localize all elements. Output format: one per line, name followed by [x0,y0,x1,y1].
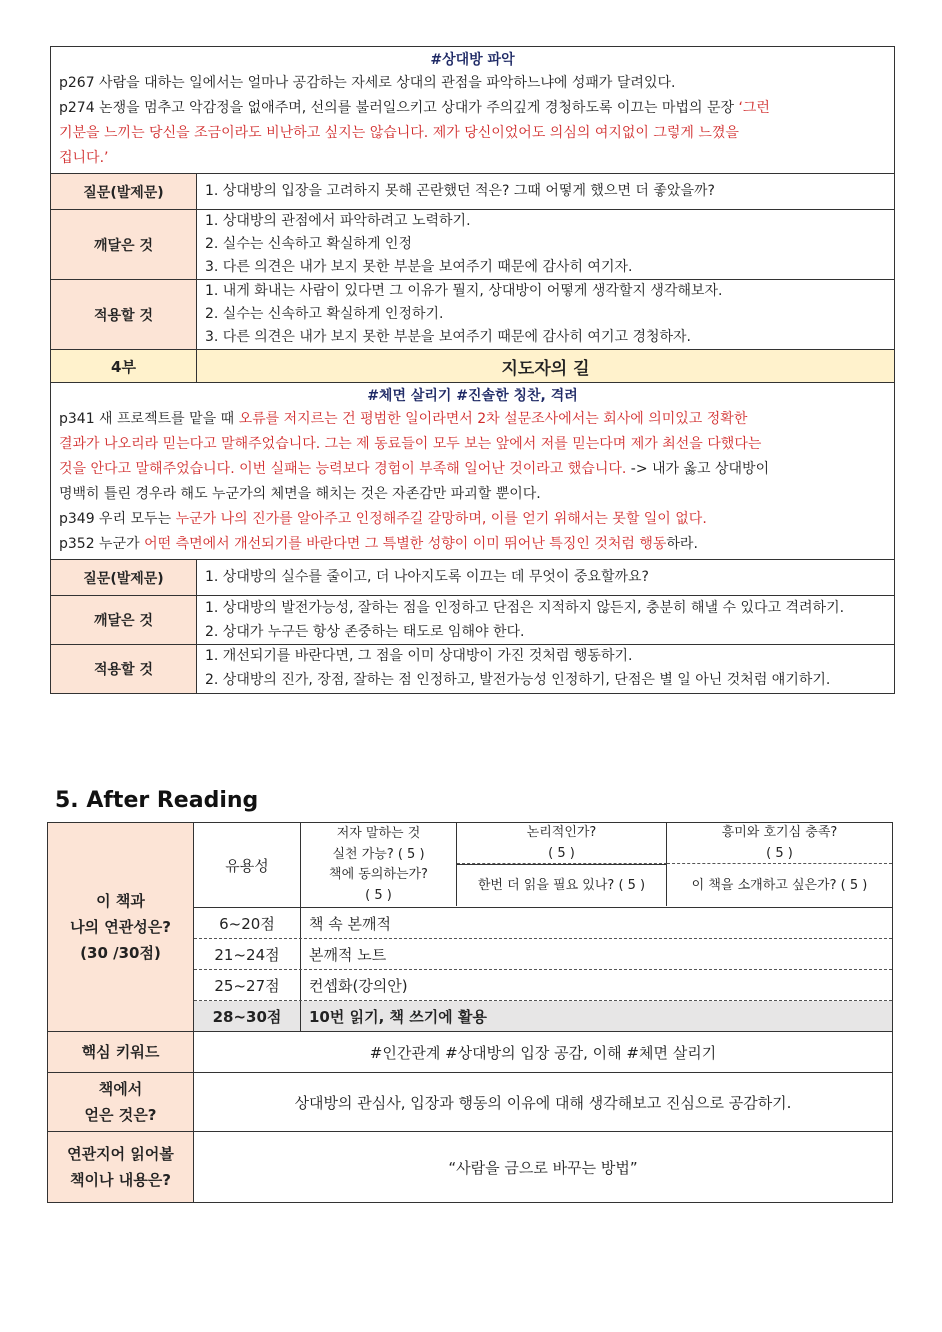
gained-label-line1: 책에서 [98,1080,143,1098]
relation-total-score: (30 /30점) [80,944,161,962]
related-book: “사람을 금으로 바꾸는 방법” [448,1158,638,1177]
part3-summary-row [51,47,894,173]
part3-p274-end: 겁니다.’ [59,150,109,166]
part3-p267: p267 사람을 대하는 일에서는 얼마나 공감하는 자세로 상대의 관점을 파악하느냐에 성패가 달려있다. [59,75,676,91]
part4-apply-row [51,644,894,693]
realized-label: 깨달은 것 [51,210,197,279]
part3-apply-row [51,279,894,349]
part4-question-row [51,559,894,595]
recommend-question-text: 이 책을 소개하고 싶은가? ( 5 ) [691,877,868,893]
score-row-selected [194,1001,892,1031]
part4-p349: p349 우리 모두는 누군가 나의 진가를 알아주고 인정해주길 갈망하며, 이를 얻기 위해서는 못할 일이 없다. [59,511,707,527]
gained-row [48,1072,892,1131]
agree-question-text: 책에 동의하는가? [329,867,428,882]
related-label-line2: 책이나 내용은? [70,1171,171,1189]
usefulness-label: 유용성 [194,823,301,907]
part3-question-row [51,173,894,209]
part3-realized-2: 2. 실수는 신속하고 확실하게 인정 [205,236,412,252]
part4-p352: p352 누군가 어떤 측면에서 개선되기를 바란다면 그 특별한 성향이 이미 뛰어난 특징인 것처럼 행동하라. [59,536,698,552]
part3-topic: #상대방 파악 [430,52,515,68]
part4-realized-2: 2. 상대가 누구든 항상 존중하는 태도로 임해야 한다. [205,624,525,640]
notes-table [50,46,895,694]
score-desc: 본깨적 노트 [309,945,387,964]
agree-question [301,864,457,906]
keyword-label: 핵심 키워드 [48,1032,194,1072]
question-label: 질문(발제문) [51,560,197,595]
gained-text: 상대방의 관심사, 입장과 행동의 이유에 대해 생각해보고 진심으로 공감하기. [294,1093,792,1112]
score-desc: 책 속 본깨적 [309,914,391,933]
part3-p274: p274 논쟁을 멈추고 악감정을 없애주며, 선의를 불러일으키고 상대가 주의깊게 경청하도록 이끄는 마법의 문장 ‘그런 [59,100,770,116]
part3-realized-row [51,209,894,279]
part4-title: 지도자의 길 [197,350,894,382]
practical-question [301,823,457,864]
score-row [194,970,892,1001]
interest-question [667,823,892,864]
relation-label-line2: 나의 연관성은? [70,918,171,936]
gained-label [48,1073,194,1131]
part4-header-row [51,349,894,382]
logical-question-text: 논리적인가? [526,825,597,840]
interest-question-text: 흥미와 호기심 충족? [721,825,838,840]
agree-score: ( 5 ) [365,888,392,903]
interest-score: ( 5 ) [766,846,793,861]
part4-topic: #체면 살리기 #진솔한 칭찬, 격려 [367,388,578,404]
part3-apply-2: 2. 실수는 신속하고 확실하게 인정하기. [205,306,444,322]
practical-score: 실천 가능? ( 5 ) [332,846,425,862]
part4-p341-end: 명백히 틀린 경우라 해도 누군가의 체면을 해치는 것은 자존감만 파괴할 뿐이다. [59,486,541,502]
part4-p341-cont2: 것을 안다고 말해주었습니다. 이번 실패는 능력보다 경험이 부족해 일어난 것이라고 했습니다. -> 내가 옳고 상대방이 [59,461,770,477]
relation-block [48,823,892,1031]
logical-score: ( 5 ) [548,846,575,861]
logical-question [457,823,667,864]
reread-question [457,864,667,906]
after-reading-table [47,822,893,1203]
recommend-question [667,864,892,906]
usefulness-row [194,823,892,908]
question-label: 질문(발제문) [51,174,197,209]
relation-label-line1: 이 책과 [96,892,145,910]
keyword-row [48,1031,892,1072]
part4-apply-2: 2. 상대방의 진가, 장점, 잘하는 점 인정하고, 발전가능성 인정하기, 단점은 별 일 아닌 것처럼 얘기하기. [205,672,831,688]
score-row [194,939,892,970]
realized-label: 깨달은 것 [51,596,197,644]
part3-realized-1: 1. 상대방의 관점에서 파악하려고 노력하기. [205,213,471,229]
keywords: #인간관계 #상대방의 입장 공감, 이해 #체면 살리기 [369,1043,717,1062]
apply-label: 적용할 것 [51,280,197,349]
part4-label: 4부 [51,350,197,382]
score-desc: 10번 읽기, 책 쓰기에 활용 [309,1007,487,1026]
related-row [48,1131,892,1202]
relation-label [48,823,194,1031]
part4-realized-1: 1. 상대방의 발전가능성, 잘하는 점을 인정하고 단점은 지적하지 않든지, 충분히 해낼 수 있다고 격려하기. [205,600,845,616]
part3-question: 1. 상대방의 입장을 고려하지 못해 곤란했던 적은? 그때 어떻게 했으면 더 좋았을까? [205,183,715,199]
part3-apply-3: 3. 다른 의견은 내가 보지 못한 부분을 보여주기 때문에 감사히 여기고 경청하자. [205,329,692,345]
score-range: 21~24점 [194,939,301,969]
part4-realized-row [51,595,894,644]
part4-p341-cont: 결과가 나오리라 믿는다고 말해주었습니다. 그는 제 동료들이 모두 보는 앞에서 저를 믿는다며 제가 최선을 다했다는 [59,436,762,452]
practical-question-text: 저자 말하는 것 [336,825,421,841]
part4-question: 1. 상대방의 실수를 줄이고, 더 나아지도록 이끄는 데 무엇이 중요할까요? [205,569,649,585]
part4-summary-row [51,382,894,559]
score-row [194,908,892,939]
score-range: 28~30점 [194,1001,301,1031]
part4-p341: p341 새 프로젝트를 맡을 때 오류를 저지르는 건 평범한 일이라면서 2차 설문조사에서는 회사에 의미있고 정확한 [59,411,748,427]
part3-p274-cont: 기분을 느끼는 당신을 조금이라도 비난하고 싶지는 않습니다. 제가 당신이었어도 의심의 여지없이 그렇게 느꼈을 [59,125,739,141]
gained-label-line2: 얻은 것은? [84,1106,157,1124]
part4-apply-1: 1. 개선되기를 바란다면, 그 점을 이미 상대방이 가진 것처럼 행동하기. [205,648,633,664]
reread-question-text: 한번 더 읽을 필요 있나? ( 5 ) [477,878,646,893]
score-range: 6~20점 [194,908,301,938]
score-range: 25~27점 [194,970,301,1000]
score-desc: 컨셉화(강의안) [309,976,408,995]
part3-realized-3: 3. 다른 의견은 내가 보지 못한 부분을 보여주기 때문에 감사히 여기자. [205,259,633,275]
part3-apply-1: 1. 내게 화내는 사람이 있다면 그 이유가 뭘지, 상대방이 어떻게 생각할지 생각해보자. [205,283,723,299]
after-reading-heading: 5. After Reading [55,788,259,813]
related-label-line1: 연관지어 읽어볼 [67,1145,174,1163]
apply-label: 적용할 것 [51,645,197,693]
related-label [48,1132,194,1202]
